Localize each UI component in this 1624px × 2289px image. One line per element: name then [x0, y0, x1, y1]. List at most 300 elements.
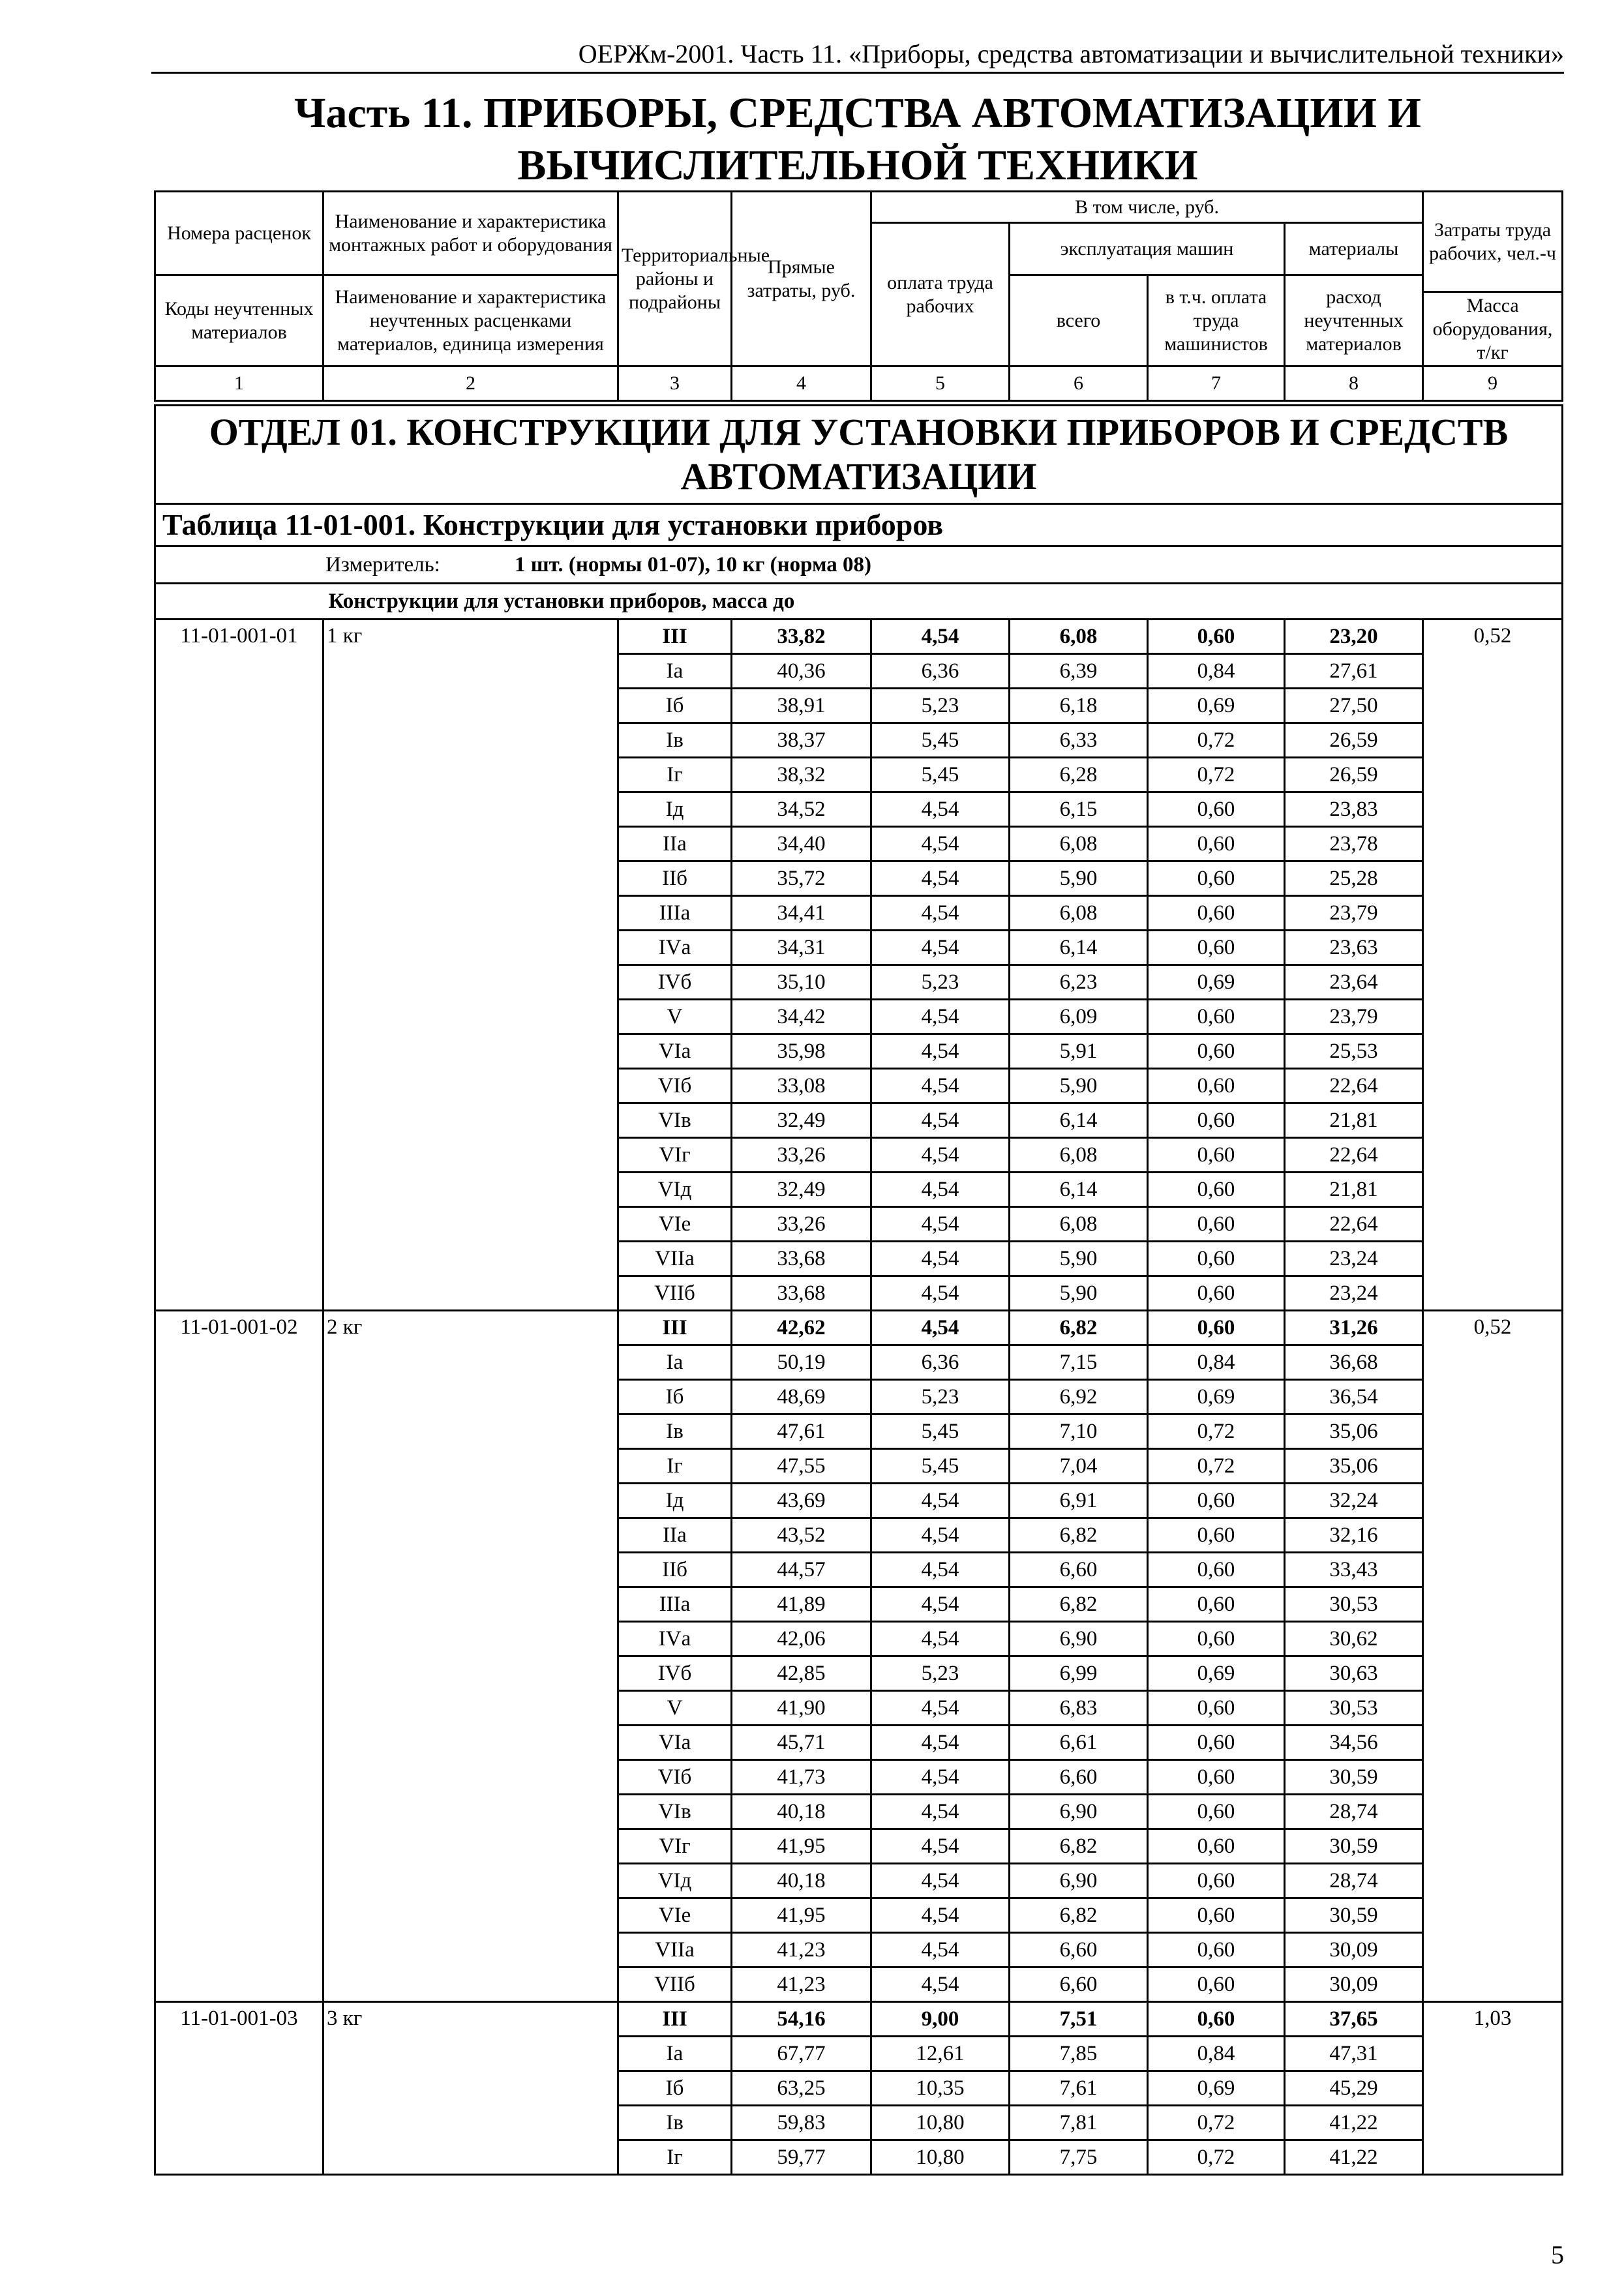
header-work-name: Наименование и характеристика монтажных работ и оборудования [323, 192, 618, 275]
material-consumption-cell: 30,53 [1285, 1691, 1423, 1726]
machines-total-cell: 5,90 [1010, 1276, 1148, 1311]
direct-costs-cell: 42,06 [732, 1622, 871, 1656]
column-number: 5 [871, 367, 1010, 401]
machines-total-cell: 6,91 [1010, 1484, 1148, 1518]
header-labor-costs: Затраты труда рабочих, чел.-ч [1423, 192, 1563, 292]
worker-wages-cell: 4,54 [871, 1795, 1010, 1829]
machines-total-cell: 7,04 [1010, 1449, 1148, 1484]
territory-cell: Iб [618, 1380, 732, 1414]
machinist-wages-cell: 0,60 [1148, 1103, 1285, 1138]
machines-total-cell: 6,60 [1010, 1553, 1148, 1587]
header-materials: материалы [1285, 223, 1423, 275]
machines-total-cell: 6,08 [1010, 1207, 1148, 1242]
worker-wages-cell: 4,54 [871, 1864, 1010, 1898]
direct-costs-cell: 43,52 [732, 1518, 871, 1553]
machines-total-cell: 6,08 [1010, 1138, 1148, 1173]
header-machines-total: всего [1010, 275, 1148, 367]
machines-total-cell: 5,90 [1010, 1242, 1148, 1276]
territory-cell: IIа [618, 1518, 732, 1553]
column-number: 2 [323, 367, 618, 401]
material-consumption-cell: 22,64 [1285, 1069, 1423, 1103]
material-consumption-cell: 22,64 [1285, 1207, 1423, 1242]
material-consumption-cell: 30,59 [1285, 1829, 1423, 1864]
territory-cell: IVб [618, 1656, 732, 1691]
territory-cell: V [618, 1000, 732, 1034]
worker-wages-cell: 5,23 [871, 1656, 1010, 1691]
worker-wages-cell: 4,54 [871, 792, 1010, 827]
worker-wages-cell: 5,45 [871, 758, 1010, 792]
territory-cell: VIб [618, 1760, 732, 1795]
direct-costs-cell: 41,73 [732, 1760, 871, 1795]
page-number: 5 [1551, 2240, 1564, 2269]
direct-costs-cell: 42,85 [732, 1656, 871, 1691]
worker-wages-cell: 4,54 [871, 620, 1010, 654]
machinist-wages-cell: 0,60 [1148, 1864, 1285, 1898]
machines-total-cell: 6,23 [1010, 965, 1148, 1000]
territory-cell: Iб [618, 2071, 732, 2106]
machinist-wages-cell: 0,84 [1148, 654, 1285, 689]
worker-wages-cell: 10,80 [871, 2140, 1010, 2175]
column-number: 6 [1010, 367, 1148, 401]
machines-total-cell: 6,60 [1010, 1760, 1148, 1795]
direct-costs-cell: 34,52 [732, 792, 871, 827]
machinist-wages-cell: 0,84 [1148, 1345, 1285, 1380]
machinist-wages-cell: 0,60 [1148, 1795, 1285, 1829]
column-number: 7 [1148, 367, 1285, 401]
rate-description: 3 кг [323, 2002, 618, 2175]
header-including: В том числе, руб. [871, 192, 1423, 223]
machinist-wages-cell: 0,69 [1148, 1656, 1285, 1691]
machinist-wages-cell: 0,60 [1148, 1484, 1285, 1518]
machinist-wages-cell: 0,60 [1148, 1518, 1285, 1553]
material-consumption-cell: 23,24 [1285, 1242, 1423, 1276]
measure-label: Измеритель: [325, 553, 440, 576]
worker-wages-cell: 4,54 [871, 1933, 1010, 1967]
material-consumption-cell: 45,29 [1285, 2071, 1423, 2106]
machinist-wages-cell: 0,60 [1148, 1726, 1285, 1760]
direct-costs-cell: 59,83 [732, 2106, 871, 2140]
column-number: 4 [732, 367, 871, 401]
territory-cell: VIв [618, 1103, 732, 1138]
material-consumption-cell: 30,09 [1285, 1933, 1423, 1967]
header-material-codes: Коды неучтенных материалов [155, 275, 323, 367]
worker-wages-cell: 9,00 [871, 2002, 1010, 2037]
machinist-wages-cell: 0,72 [1148, 1414, 1285, 1449]
machinist-wages-cell: 0,72 [1148, 758, 1285, 792]
material-consumption-cell: 28,74 [1285, 1795, 1423, 1829]
machines-total-cell: 6,08 [1010, 896, 1148, 931]
material-consumption-cell: 23,63 [1285, 931, 1423, 965]
direct-costs-cell: 32,49 [732, 1173, 871, 1207]
machinist-wages-cell: 0,69 [1148, 965, 1285, 1000]
territory-cell: VIб [618, 1069, 732, 1103]
material-consumption-cell: 28,74 [1285, 1864, 1423, 1898]
machines-total-cell: 6,61 [1010, 1726, 1148, 1760]
territory-cell: IVа [618, 931, 732, 965]
machines-total-cell: 6,14 [1010, 1173, 1148, 1207]
machines-total-cell: 6,83 [1010, 1691, 1148, 1726]
material-consumption-cell: 31,26 [1285, 1311, 1423, 1345]
material-consumption-cell: 47,31 [1285, 2037, 1423, 2071]
machines-total-cell: 6,90 [1010, 1864, 1148, 1898]
territory-cell: Iг [618, 1449, 732, 1484]
material-consumption-cell: 23,78 [1285, 827, 1423, 861]
direct-costs-cell: 41,89 [732, 1587, 871, 1622]
territory-cell: VIд [618, 1864, 732, 1898]
worker-wages-cell: 4,54 [871, 1311, 1010, 1345]
worker-wages-cell: 10,35 [871, 2071, 1010, 2106]
machines-total-cell: 6,82 [1010, 1587, 1148, 1622]
machinist-wages-cell: 0,60 [1148, 1173, 1285, 1207]
machines-total-cell: 6,18 [1010, 689, 1148, 723]
territory-cell: III [618, 2002, 732, 2037]
territory-cell: Iв [618, 2106, 732, 2140]
worker-wages-cell: 4,54 [871, 1622, 1010, 1656]
machines-total-cell: 6,82 [1010, 1311, 1148, 1345]
machines-total-cell: 7,75 [1010, 2140, 1148, 2175]
material-consumption-cell: 36,68 [1285, 1345, 1423, 1380]
direct-costs-cell: 38,37 [732, 723, 871, 758]
machinist-wages-cell: 0,60 [1148, 896, 1285, 931]
machines-total-cell: 6,90 [1010, 1795, 1148, 1829]
worker-wages-cell: 4,54 [871, 1207, 1010, 1242]
machinist-wages-cell: 0,60 [1148, 861, 1285, 896]
machinist-wages-cell: 0,60 [1148, 931, 1285, 965]
material-consumption-cell: 22,64 [1285, 1138, 1423, 1173]
worker-wages-cell: 12,61 [871, 2037, 1010, 2071]
material-consumption-cell: 23,64 [1285, 965, 1423, 1000]
material-consumption-cell: 23,79 [1285, 1000, 1423, 1034]
territory-cell: IIа [618, 827, 732, 861]
material-consumption-cell: 41,22 [1285, 2106, 1423, 2140]
direct-costs-cell: 47,61 [732, 1414, 871, 1449]
territory-cell: Iд [618, 792, 732, 827]
territory-cell: VIг [618, 1138, 732, 1173]
machines-total-cell: 6,09 [1010, 1000, 1148, 1034]
column-number: 3 [618, 367, 732, 401]
worker-wages-cell: 4,54 [871, 1967, 1010, 2002]
column-number: 8 [1285, 367, 1423, 401]
territory-cell: VIIа [618, 1933, 732, 1967]
material-consumption-cell: 23,83 [1285, 792, 1423, 827]
direct-costs-cell: 48,69 [732, 1380, 871, 1414]
material-consumption-cell: 30,53 [1285, 1587, 1423, 1622]
machinist-wages-cell: 0,72 [1148, 2106, 1285, 2140]
territory-cell: IIб [618, 861, 732, 896]
machines-total-cell: 6,08 [1010, 620, 1148, 654]
machinist-wages-cell: 0,60 [1148, 1000, 1285, 1034]
direct-costs-cell: 41,95 [732, 1829, 871, 1864]
machines-total-cell: 7,81 [1010, 2106, 1148, 2140]
territory-cell: VIе [618, 1207, 732, 1242]
material-consumption-cell: 25,53 [1285, 1034, 1423, 1069]
machines-total-cell: 7,61 [1010, 2071, 1148, 2106]
material-consumption-cell: 33,43 [1285, 1553, 1423, 1587]
rate-description: 1 кг [323, 620, 618, 1311]
rate-description: 2 кг [323, 1311, 618, 2002]
machinist-wages-cell: 0,60 [1148, 620, 1285, 654]
material-consumption-cell: 35,06 [1285, 1414, 1423, 1449]
direct-costs-cell: 63,25 [732, 2071, 871, 2106]
machines-total-cell: 6,14 [1010, 1103, 1148, 1138]
machines-total-cell: 5,91 [1010, 1034, 1148, 1069]
territory-cell: Iа [618, 654, 732, 689]
machinist-wages-cell: 0,60 [1148, 827, 1285, 861]
territory-cell: Iг [618, 2140, 732, 2175]
territory-cell: Iд [618, 1484, 732, 1518]
territory-cell: VIг [618, 1829, 732, 1864]
machinist-wages-cell: 0,72 [1148, 1449, 1285, 1484]
material-consumption-cell: 23,79 [1285, 896, 1423, 931]
worker-wages-cell: 4,54 [871, 1691, 1010, 1726]
territory-cell: IIб [618, 1553, 732, 1587]
direct-costs-cell: 34,31 [732, 931, 871, 965]
machinist-wages-cell: 0,60 [1148, 1622, 1285, 1656]
material-consumption-cell: 26,59 [1285, 723, 1423, 758]
direct-costs-cell: 43,69 [732, 1484, 871, 1518]
table-row [155, 1311, 1563, 1345]
direct-costs-cell: 42,62 [732, 1311, 871, 1345]
direct-costs-cell: 32,49 [732, 1103, 871, 1138]
table-body [155, 620, 1563, 2175]
direct-costs-cell: 34,40 [732, 827, 871, 861]
material-consumption-cell: 23,24 [1285, 1276, 1423, 1311]
machinist-wages-cell: 0,60 [1148, 1691, 1285, 1726]
labor-costs: 0,52 [1423, 620, 1563, 1311]
material-consumption-cell: 25,28 [1285, 861, 1423, 896]
direct-costs-cell: 35,98 [732, 1034, 871, 1069]
territory-cell: Iа [618, 2037, 732, 2071]
territory-cell: VIв [618, 1795, 732, 1829]
direct-costs-cell: 33,26 [732, 1138, 871, 1173]
worker-wages-cell: 4,54 [871, 1000, 1010, 1034]
machines-total-cell: 6,08 [1010, 827, 1148, 861]
territory-cell: VIIб [618, 1276, 732, 1311]
header-territory: Территориальные районы и подрайоны [618, 192, 732, 367]
section-title: ОТДЕЛ 01. КОНСТРУКЦИИ ДЛЯ УСТАНОВКИ ПРИБОРОВ И СРЕДСТВ АВТОМАТИЗАЦИИ [155, 406, 1563, 504]
machines-total-cell: 6,82 [1010, 1518, 1148, 1553]
territory-cell: III [618, 620, 732, 654]
territory-cell: VIIа [618, 1242, 732, 1276]
territory-cell: Iв [618, 1414, 732, 1449]
table-row [155, 2002, 1563, 2037]
worker-wages-cell: 4,54 [871, 931, 1010, 965]
table-row [155, 620, 1563, 654]
direct-costs-cell: 41,90 [732, 1691, 871, 1726]
labor-costs: 0,52 [1423, 1311, 1563, 2002]
machines-total-cell: 6,92 [1010, 1380, 1148, 1414]
direct-costs-cell: 47,55 [732, 1449, 871, 1484]
territory-cell: V [618, 1691, 732, 1726]
worker-wages-cell: 5,23 [871, 965, 1010, 1000]
machinist-wages-cell: 0,69 [1148, 689, 1285, 723]
material-consumption-cell: 30,63 [1285, 1656, 1423, 1691]
worker-wages-cell: 4,54 [871, 1173, 1010, 1207]
machines-total-cell: 5,90 [1010, 861, 1148, 896]
worker-wages-cell: 4,54 [871, 1034, 1010, 1069]
rate-code: 11-01-001-03 [155, 2002, 323, 2175]
worker-wages-cell: 4,54 [871, 896, 1010, 931]
direct-costs-cell: 67,77 [732, 2037, 871, 2071]
material-consumption-cell: 30,62 [1285, 1622, 1423, 1656]
machinist-wages-cell: 0,60 [1148, 1138, 1285, 1173]
machinist-wages-cell: 0,60 [1148, 792, 1285, 827]
territory-cell: IIIа [618, 896, 732, 931]
territory-cell: IVа [618, 1622, 732, 1656]
direct-costs-cell: 33,68 [732, 1276, 871, 1311]
machinist-wages-cell: 0,84 [1148, 2037, 1285, 2071]
machines-total-cell: 6,99 [1010, 1656, 1148, 1691]
machines-total-cell: 7,10 [1010, 1414, 1148, 1449]
table-header [155, 192, 1563, 620]
worker-wages-cell: 5,45 [871, 1449, 1010, 1484]
material-consumption-cell: 21,81 [1285, 1173, 1423, 1207]
worker-wages-cell: 6,36 [871, 1345, 1010, 1380]
machinist-wages-cell: 0,60 [1148, 1760, 1285, 1795]
rate-code: 11-01-001-01 [155, 620, 323, 1311]
worker-wages-cell: 4,54 [871, 1276, 1010, 1311]
table-title: Таблица 11-01-001. Конструкции для установки приборов [155, 504, 1563, 546]
worker-wages-cell: 4,54 [871, 1242, 1010, 1276]
worker-wages-cell: 5,23 [871, 689, 1010, 723]
material-consumption-cell: 26,59 [1285, 758, 1423, 792]
direct-costs-cell: 38,32 [732, 758, 871, 792]
machinist-wages-cell: 0,60 [1148, 2002, 1285, 2037]
machines-total-cell: 6,82 [1010, 1898, 1148, 1933]
direct-costs-cell: 59,77 [732, 2140, 871, 2175]
material-consumption-cell: 37,65 [1285, 2002, 1423, 2037]
territory-cell: IVб [618, 965, 732, 1000]
worker-wages-cell: 4,54 [871, 861, 1010, 896]
territory-cell: Iб [618, 689, 732, 723]
machinist-wages-cell: 0,60 [1148, 1034, 1285, 1069]
rate-code: 11-01-001-02 [155, 1311, 323, 2002]
direct-costs-cell: 41,23 [732, 1967, 871, 2002]
material-consumption-cell: 21,81 [1285, 1103, 1423, 1138]
worker-wages-cell: 4,54 [871, 1518, 1010, 1553]
direct-costs-cell: 40,18 [732, 1864, 871, 1898]
machinist-wages-cell: 0,60 [1148, 1933, 1285, 1967]
territory-cell: VIIб [618, 1967, 732, 2002]
worker-wages-cell: 5,45 [871, 1414, 1010, 1449]
group-label-spacer [155, 584, 323, 620]
group-label: Конструкции для установки приборов, масса до [323, 584, 1563, 620]
machines-total-cell: 6,60 [1010, 1933, 1148, 1967]
direct-costs-cell: 44,57 [732, 1553, 871, 1587]
page-title [151, 87, 1564, 192]
machinist-wages-cell: 0,60 [1148, 1207, 1285, 1242]
territory-cell: Iа [618, 1345, 732, 1380]
machinist-wages-cell: 0,72 [1148, 723, 1285, 758]
machinist-wages-cell: 0,60 [1148, 1553, 1285, 1587]
page-title-line-2: ВЫЧИСЛИТЕЛЬНОЙ ТЕХНИКИ [517, 142, 1198, 189]
direct-costs-cell: 33,26 [732, 1207, 871, 1242]
direct-costs-cell: 34,41 [732, 896, 871, 931]
worker-wages-cell: 5,45 [871, 723, 1010, 758]
header-equipment-mass: Масса оборудования, т/кг [1423, 292, 1563, 367]
machinist-wages-cell: 0,60 [1148, 1829, 1285, 1864]
territory-cell: VIе [618, 1898, 732, 1933]
machinist-wages-cell: 0,60 [1148, 1311, 1285, 1345]
direct-costs-cell: 35,10 [732, 965, 871, 1000]
machines-total-cell: 6,60 [1010, 1967, 1148, 2002]
direct-costs-cell: 33,08 [732, 1069, 871, 1103]
machinist-wages-cell: 0,60 [1148, 1276, 1285, 1311]
direct-costs-cell: 33,82 [732, 620, 871, 654]
material-consumption-cell: 23,20 [1285, 620, 1423, 654]
machinist-wages-cell: 0,60 [1148, 1242, 1285, 1276]
territory-cell: VIа [618, 1726, 732, 1760]
header-machine-operation: эксплуатация машин [1010, 223, 1285, 275]
worker-wages-cell: 4,54 [871, 1103, 1010, 1138]
direct-costs-cell: 33,68 [732, 1242, 871, 1276]
direct-costs-cell: 41,23 [732, 1933, 871, 1967]
labor-costs: 1,03 [1423, 2002, 1563, 2175]
column-number-row [155, 367, 1563, 401]
direct-costs-cell: 38,91 [732, 689, 871, 723]
machines-total-cell: 6,15 [1010, 792, 1148, 827]
direct-costs-cell: 45,71 [732, 1726, 871, 1760]
machines-total-cell: 6,82 [1010, 1829, 1148, 1864]
machinist-wages-cell: 0,60 [1148, 1898, 1285, 1933]
material-consumption-cell: 32,16 [1285, 1518, 1423, 1553]
material-consumption-cell: 32,24 [1285, 1484, 1423, 1518]
territory-cell: IIIа [618, 1587, 732, 1622]
worker-wages-cell: 4,54 [871, 1069, 1010, 1103]
worker-wages-cell: 4,54 [871, 1726, 1010, 1760]
machines-total-cell: 6,28 [1010, 758, 1148, 792]
direct-costs-cell: 34,42 [732, 1000, 871, 1034]
direct-costs-cell: 40,18 [732, 1795, 871, 1829]
material-consumption-cell: 27,50 [1285, 689, 1423, 723]
machines-total-cell: 7,85 [1010, 2037, 1148, 2071]
machinist-wages-cell: 0,60 [1148, 1069, 1285, 1103]
column-number: 9 [1423, 367, 1563, 401]
machines-total-cell: 7,51 [1010, 2002, 1148, 2037]
worker-wages-cell: 4,54 [871, 1829, 1010, 1864]
material-consumption-cell: 36,54 [1285, 1380, 1423, 1414]
direct-costs-cell: 35,72 [732, 861, 871, 896]
material-consumption-cell: 35,06 [1285, 1449, 1423, 1484]
machinist-wages-cell: 0,69 [1148, 1380, 1285, 1414]
header-material-name: Наименование и характеристика неучтенных расценками материалов, единица измерения [323, 275, 618, 367]
territory-cell: III [618, 1311, 732, 1345]
direct-costs-cell: 40,36 [732, 654, 871, 689]
territory-cell: Iг [618, 758, 732, 792]
territory-cell: VIа [618, 1034, 732, 1069]
machines-total-cell: 7,15 [1010, 1345, 1148, 1380]
worker-wages-cell: 4,54 [871, 1898, 1010, 1933]
material-consumption-cell: 30,59 [1285, 1760, 1423, 1795]
material-consumption-cell: 34,56 [1285, 1726, 1423, 1760]
machines-total-cell: 6,39 [1010, 654, 1148, 689]
machinist-wages-cell: 0,69 [1148, 2071, 1285, 2106]
header-separator [155, 401, 1563, 406]
territory-cell: Iв [618, 723, 732, 758]
worker-wages-cell: 10,80 [871, 2106, 1010, 2140]
direct-costs-cell: 41,95 [732, 1898, 871, 1933]
territory-cell: VIд [618, 1173, 732, 1207]
running-head: ОЕРЖм-2001. Часть 11. «Приборы, средства автоматизации и вычислительной техники» [151, 37, 1564, 74]
material-consumption-cell: 30,09 [1285, 1967, 1423, 2002]
material-consumption-cell: 30,59 [1285, 1898, 1423, 1933]
measure-value: 1 шт. (нормы 01-07), 10 кг (норма 08) [515, 553, 872, 576]
worker-wages-cell: 4,54 [871, 1760, 1010, 1795]
machinist-wages-cell: 0,72 [1148, 2140, 1285, 2175]
worker-wages-cell: 4,54 [871, 827, 1010, 861]
header-direct-costs: Прямые затраты, руб. [732, 192, 871, 367]
worker-wages-cell: 4,54 [871, 1138, 1010, 1173]
